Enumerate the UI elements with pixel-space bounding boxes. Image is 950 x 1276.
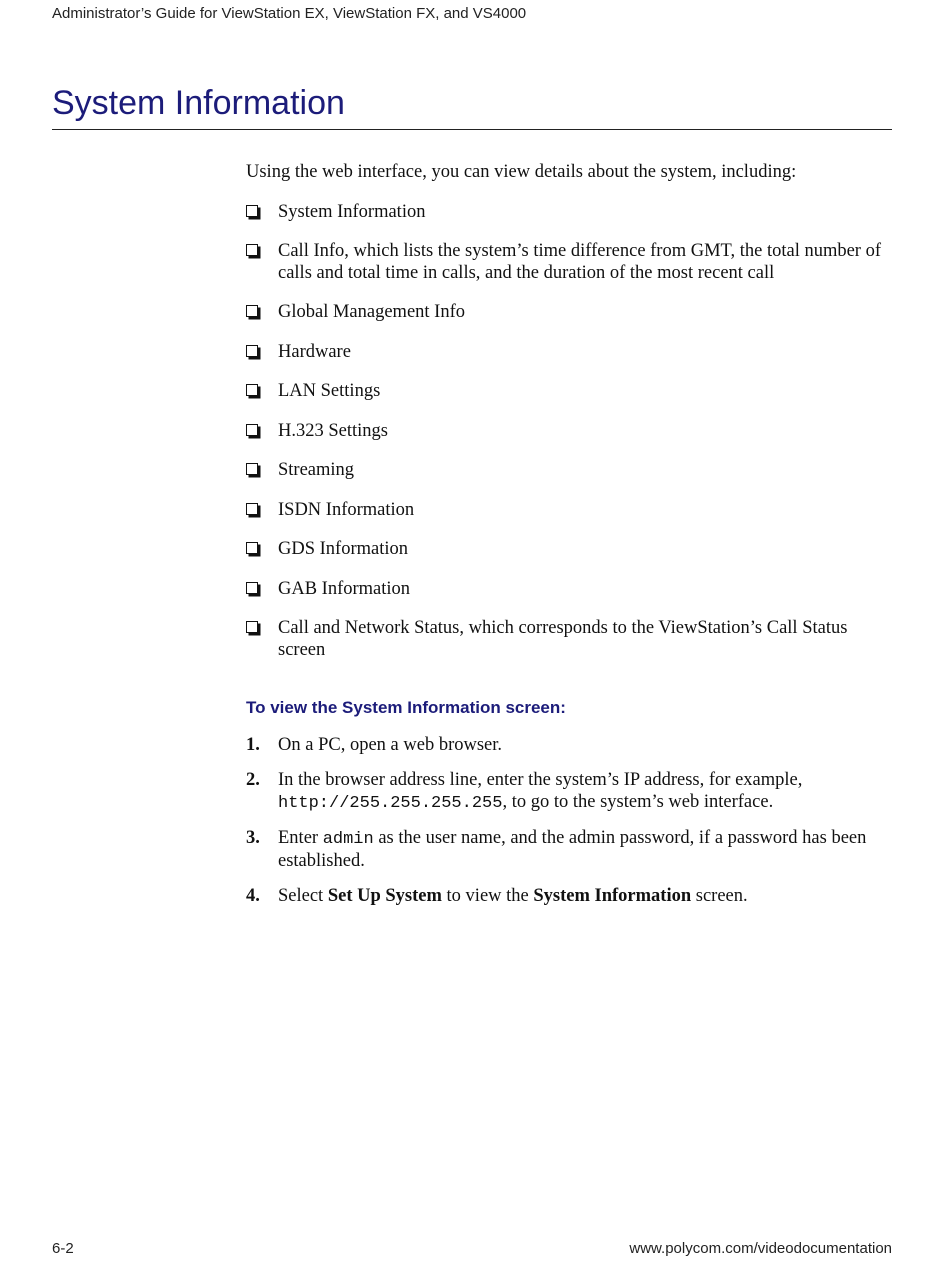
checkbox-bullet-icon bbox=[246, 305, 258, 317]
intro-paragraph: Using the web interface, you can view details about the system, including: bbox=[246, 162, 797, 182]
list-item bbox=[246, 241, 896, 284]
title-rule bbox=[52, 129, 892, 130]
checkbox-bullet-icon bbox=[246, 463, 258, 475]
step-text: , to go to the system’s web interface. bbox=[502, 791, 774, 812]
step-text: as the user name, and the admin password, if a password has been established. bbox=[278, 828, 867, 871]
checkbox-bullet-icon bbox=[246, 384, 258, 396]
checkbox-bullet-icon bbox=[246, 503, 258, 515]
list-item-text: H.323 Settings bbox=[278, 420, 388, 441]
list-item bbox=[246, 202, 896, 224]
footer-url: www.polycom.com/videodocumentation bbox=[629, 1240, 892, 1257]
list-item-text: Call Info, which lists the system’s time difference from GMT, the total number of calls and total time in calls, and the duration of the most recent call bbox=[278, 241, 882, 283]
step-item bbox=[246, 735, 896, 757]
list-item bbox=[246, 302, 896, 324]
step-item bbox=[246, 886, 896, 908]
step-text: Enter bbox=[278, 828, 323, 848]
procedure-heading: To view the System Information screen: bbox=[246, 698, 566, 717]
username-code: admin bbox=[322, 830, 374, 849]
list-item bbox=[246, 500, 896, 522]
step-text: screen. bbox=[691, 886, 748, 906]
list-item-text: GDS Information bbox=[278, 539, 408, 559]
list-item bbox=[246, 618, 896, 661]
checkbox-bullet-icon bbox=[246, 244, 258, 256]
example-url-code: http://255.255.255.255 bbox=[278, 793, 503, 813]
checkbox-bullet-icon bbox=[246, 205, 258, 217]
step-text: to view the bbox=[441, 886, 534, 906]
screen-name-system-information: System Information bbox=[533, 886, 692, 906]
procedure-steps bbox=[246, 735, 896, 908]
list-item-text: Hardware bbox=[278, 341, 351, 362]
step-item bbox=[246, 770, 896, 814]
step-number: 1. bbox=[246, 734, 260, 755]
section-title: System Information bbox=[52, 84, 345, 122]
list-item bbox=[246, 421, 896, 443]
list-item-text: Call and Network Status, which corresponds to the ViewStation’s Call Status screen bbox=[278, 618, 848, 660]
step-text: Select bbox=[278, 886, 328, 906]
list-item bbox=[246, 460, 896, 482]
checkbox-bullet-icon bbox=[246, 621, 258, 633]
list-item bbox=[246, 342, 896, 364]
main-content bbox=[246, 162, 896, 922]
checkbox-bullet-icon bbox=[246, 542, 258, 554]
checkbox-bullet-icon bbox=[246, 345, 258, 357]
step-text: In the browser address line, enter the system’s IP address, for example, bbox=[278, 770, 803, 790]
step-number: 2. bbox=[246, 770, 260, 790]
list-item-text: LAN Settings bbox=[278, 381, 381, 401]
list-item-text: System Information bbox=[278, 201, 426, 222]
checkbox-bullet-icon bbox=[246, 582, 258, 594]
list-item bbox=[246, 539, 896, 561]
list-item-text: Global Management Info bbox=[278, 302, 465, 322]
step-item bbox=[246, 828, 896, 872]
menu-name-set-up-system: Set Up System bbox=[327, 886, 442, 906]
list-item-text: Streaming bbox=[278, 460, 355, 480]
step-number: 4. bbox=[246, 886, 260, 906]
step-text: On a PC, open a web browser. bbox=[278, 734, 503, 755]
list-item bbox=[246, 381, 896, 403]
feature-list bbox=[246, 202, 896, 662]
checkbox-bullet-icon bbox=[246, 424, 258, 436]
list-item-text: ISDN Information bbox=[278, 499, 415, 520]
list-item bbox=[246, 579, 896, 601]
page-number: 6-2 bbox=[52, 1240, 74, 1257]
list-item-text: GAB Information bbox=[278, 578, 411, 599]
step-number: 3. bbox=[246, 828, 260, 848]
running-header: Administrator’s Guide for ViewStation EX, ViewStation FX, and VS4000 bbox=[52, 5, 527, 22]
